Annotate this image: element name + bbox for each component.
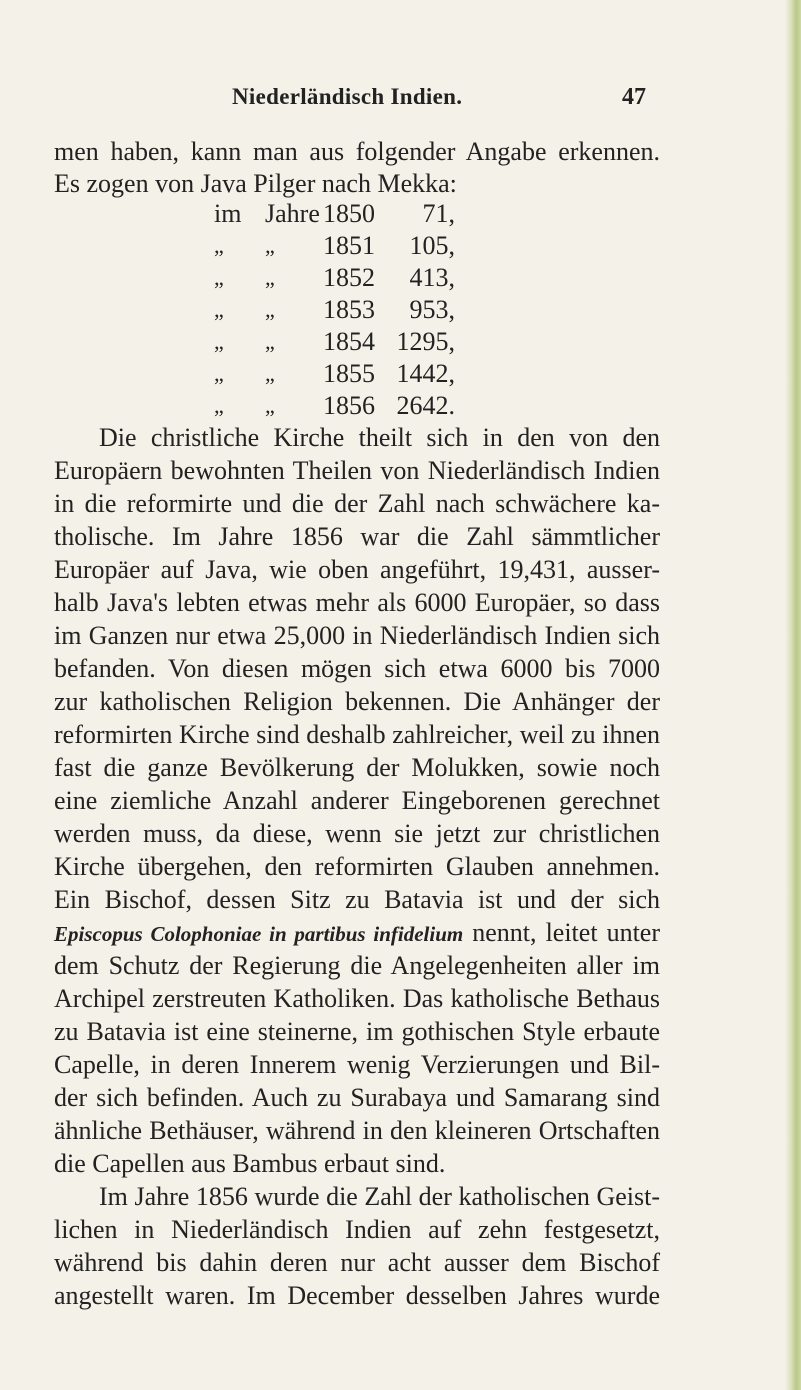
count-cell: 1295, bbox=[396, 327, 455, 356]
count-cell: 413, bbox=[409, 263, 455, 292]
label-cell: Jahre bbox=[265, 199, 320, 228]
text-line: während bis dahin deren nur acht ausser dem Bischof bbox=[54, 1248, 660, 1277]
year-cell: 1853 bbox=[323, 295, 375, 324]
page-edge bbox=[785, 0, 801, 1390]
year-cell: 1855 bbox=[323, 359, 375, 388]
year-cell: 1851 bbox=[323, 231, 375, 260]
latin-title: Episcopus Colophoniae in partibus infidelium bbox=[54, 922, 464, 946]
text-line: Kirche übergehen, den reformirten Glauben annehmen. bbox=[54, 852, 660, 881]
text-line: Europäer auf Java, wie oben angeführt, 19,431, ausser- bbox=[54, 555, 660, 584]
text-line: Archipel zerstreuten Katholiken. Das katholische Bethaus bbox=[54, 984, 660, 1013]
ditto-cell: „ bbox=[214, 393, 224, 418]
count-cell: 953, bbox=[409, 295, 455, 324]
year-cell: 1850 bbox=[323, 199, 375, 228]
count-cell: 1442, bbox=[396, 359, 455, 388]
line-continuation: nennt, leitet unter bbox=[463, 918, 660, 947]
ditto-cell: „ bbox=[265, 329, 275, 354]
year-cell: 1856 bbox=[323, 391, 375, 420]
text-line: zur katholischen Religion bekennen. Die Anhänger der bbox=[54, 687, 660, 716]
ditto-cell: „ bbox=[265, 265, 275, 290]
text-line: Es zogen von Java Pilger nach Mekka: bbox=[54, 169, 457, 198]
text-line: die Capellen aus Bambus erbaut sind. bbox=[54, 1149, 446, 1178]
text-line: Europäern bewohnten Theilen von Niederländisch Indien bbox=[54, 456, 660, 485]
text-line: im Ganzen nur etwa 25,000 in Niederländisch Indien sich bbox=[54, 621, 660, 650]
paragraph-first-line: Im Jahre 1856 wurde die Zahl der katholischen Geist- bbox=[99, 1182, 660, 1211]
running-title: Niederländisch Indien. bbox=[232, 84, 463, 109]
text-line: tholische. Im Jahre 1856 war die Zahl sämmtlicher bbox=[54, 522, 660, 551]
text-line: Capelle, in deren Innerem wenig Verzierungen und Bil- bbox=[54, 1050, 660, 1079]
text-line: dem Schutz der Regierung die Angelegenheiten aller im bbox=[54, 951, 660, 980]
count-cell: 105, bbox=[409, 231, 455, 260]
ditto-cell: „ bbox=[214, 361, 224, 386]
ditto-cell: „ bbox=[214, 329, 224, 354]
year-cell: 1854 bbox=[323, 327, 375, 356]
text-line: zu Batavia ist eine steinerne, im gothischen Style erbaute bbox=[54, 1017, 660, 1046]
text-line: werden muss, da diese, wenn sie jetzt zur christlichen bbox=[54, 819, 660, 848]
text-line: reformirten Kirche sind deshalb zahlreicher, weil zu ihnen bbox=[54, 720, 660, 749]
ditto-cell: „ bbox=[265, 297, 275, 322]
ditto-cell: „ bbox=[214, 297, 224, 322]
text-line: angestellt waren. Im December desselben Jahres wurde bbox=[54, 1281, 660, 1310]
ditto-cell: „ bbox=[265, 361, 275, 386]
text-line: in die reformirte und die der Zahl nach schwächere ka- bbox=[54, 489, 660, 518]
text-line: Ein Bischof, dessen Sitz zu Batavia ist und der sich bbox=[54, 885, 660, 914]
page-number: 47 bbox=[622, 84, 646, 110]
text-line: lichen in Niederländisch Indien auf zehn festgesetzt, bbox=[54, 1215, 660, 1244]
year-cell: 1852 bbox=[323, 263, 375, 292]
ditto-cell: „ bbox=[265, 393, 275, 418]
text-line: eine ziemliche Anzahl anderer Eingeborenen gerechnet bbox=[54, 786, 660, 815]
page-header bbox=[0, 84, 801, 118]
text-line: men haben, kann man aus folgender Angabe erkennen. bbox=[54, 137, 660, 166]
ditto-cell: „ bbox=[265, 233, 275, 258]
ditto-cell: „ bbox=[214, 265, 224, 290]
count-cell: 2642. bbox=[396, 391, 455, 420]
text-line: ähnliche Bethäuser, während in den kleineren Ortschaften bbox=[54, 1116, 660, 1145]
text-line: befanden. Von diesen mögen sich etwa 6000 bis 7000 bbox=[54, 654, 660, 683]
text-line: der sich befinden. Auch zu Surabaya und Samarang sind bbox=[54, 1083, 660, 1112]
text-line: fast die ganze Bevölkerung der Molukken, sowie noch bbox=[54, 753, 660, 782]
label-cell: im bbox=[214, 199, 242, 228]
italic-text-line bbox=[54, 917, 660, 949]
ditto-cell: „ bbox=[214, 233, 224, 258]
count-cell: 71, bbox=[422, 199, 455, 228]
text-line: halb Java's lebten etwas mehr als 6000 Europäer, so dass bbox=[54, 588, 660, 617]
paragraph-first-line: Die christliche Kirche theilt sich in den von den bbox=[99, 423, 660, 452]
